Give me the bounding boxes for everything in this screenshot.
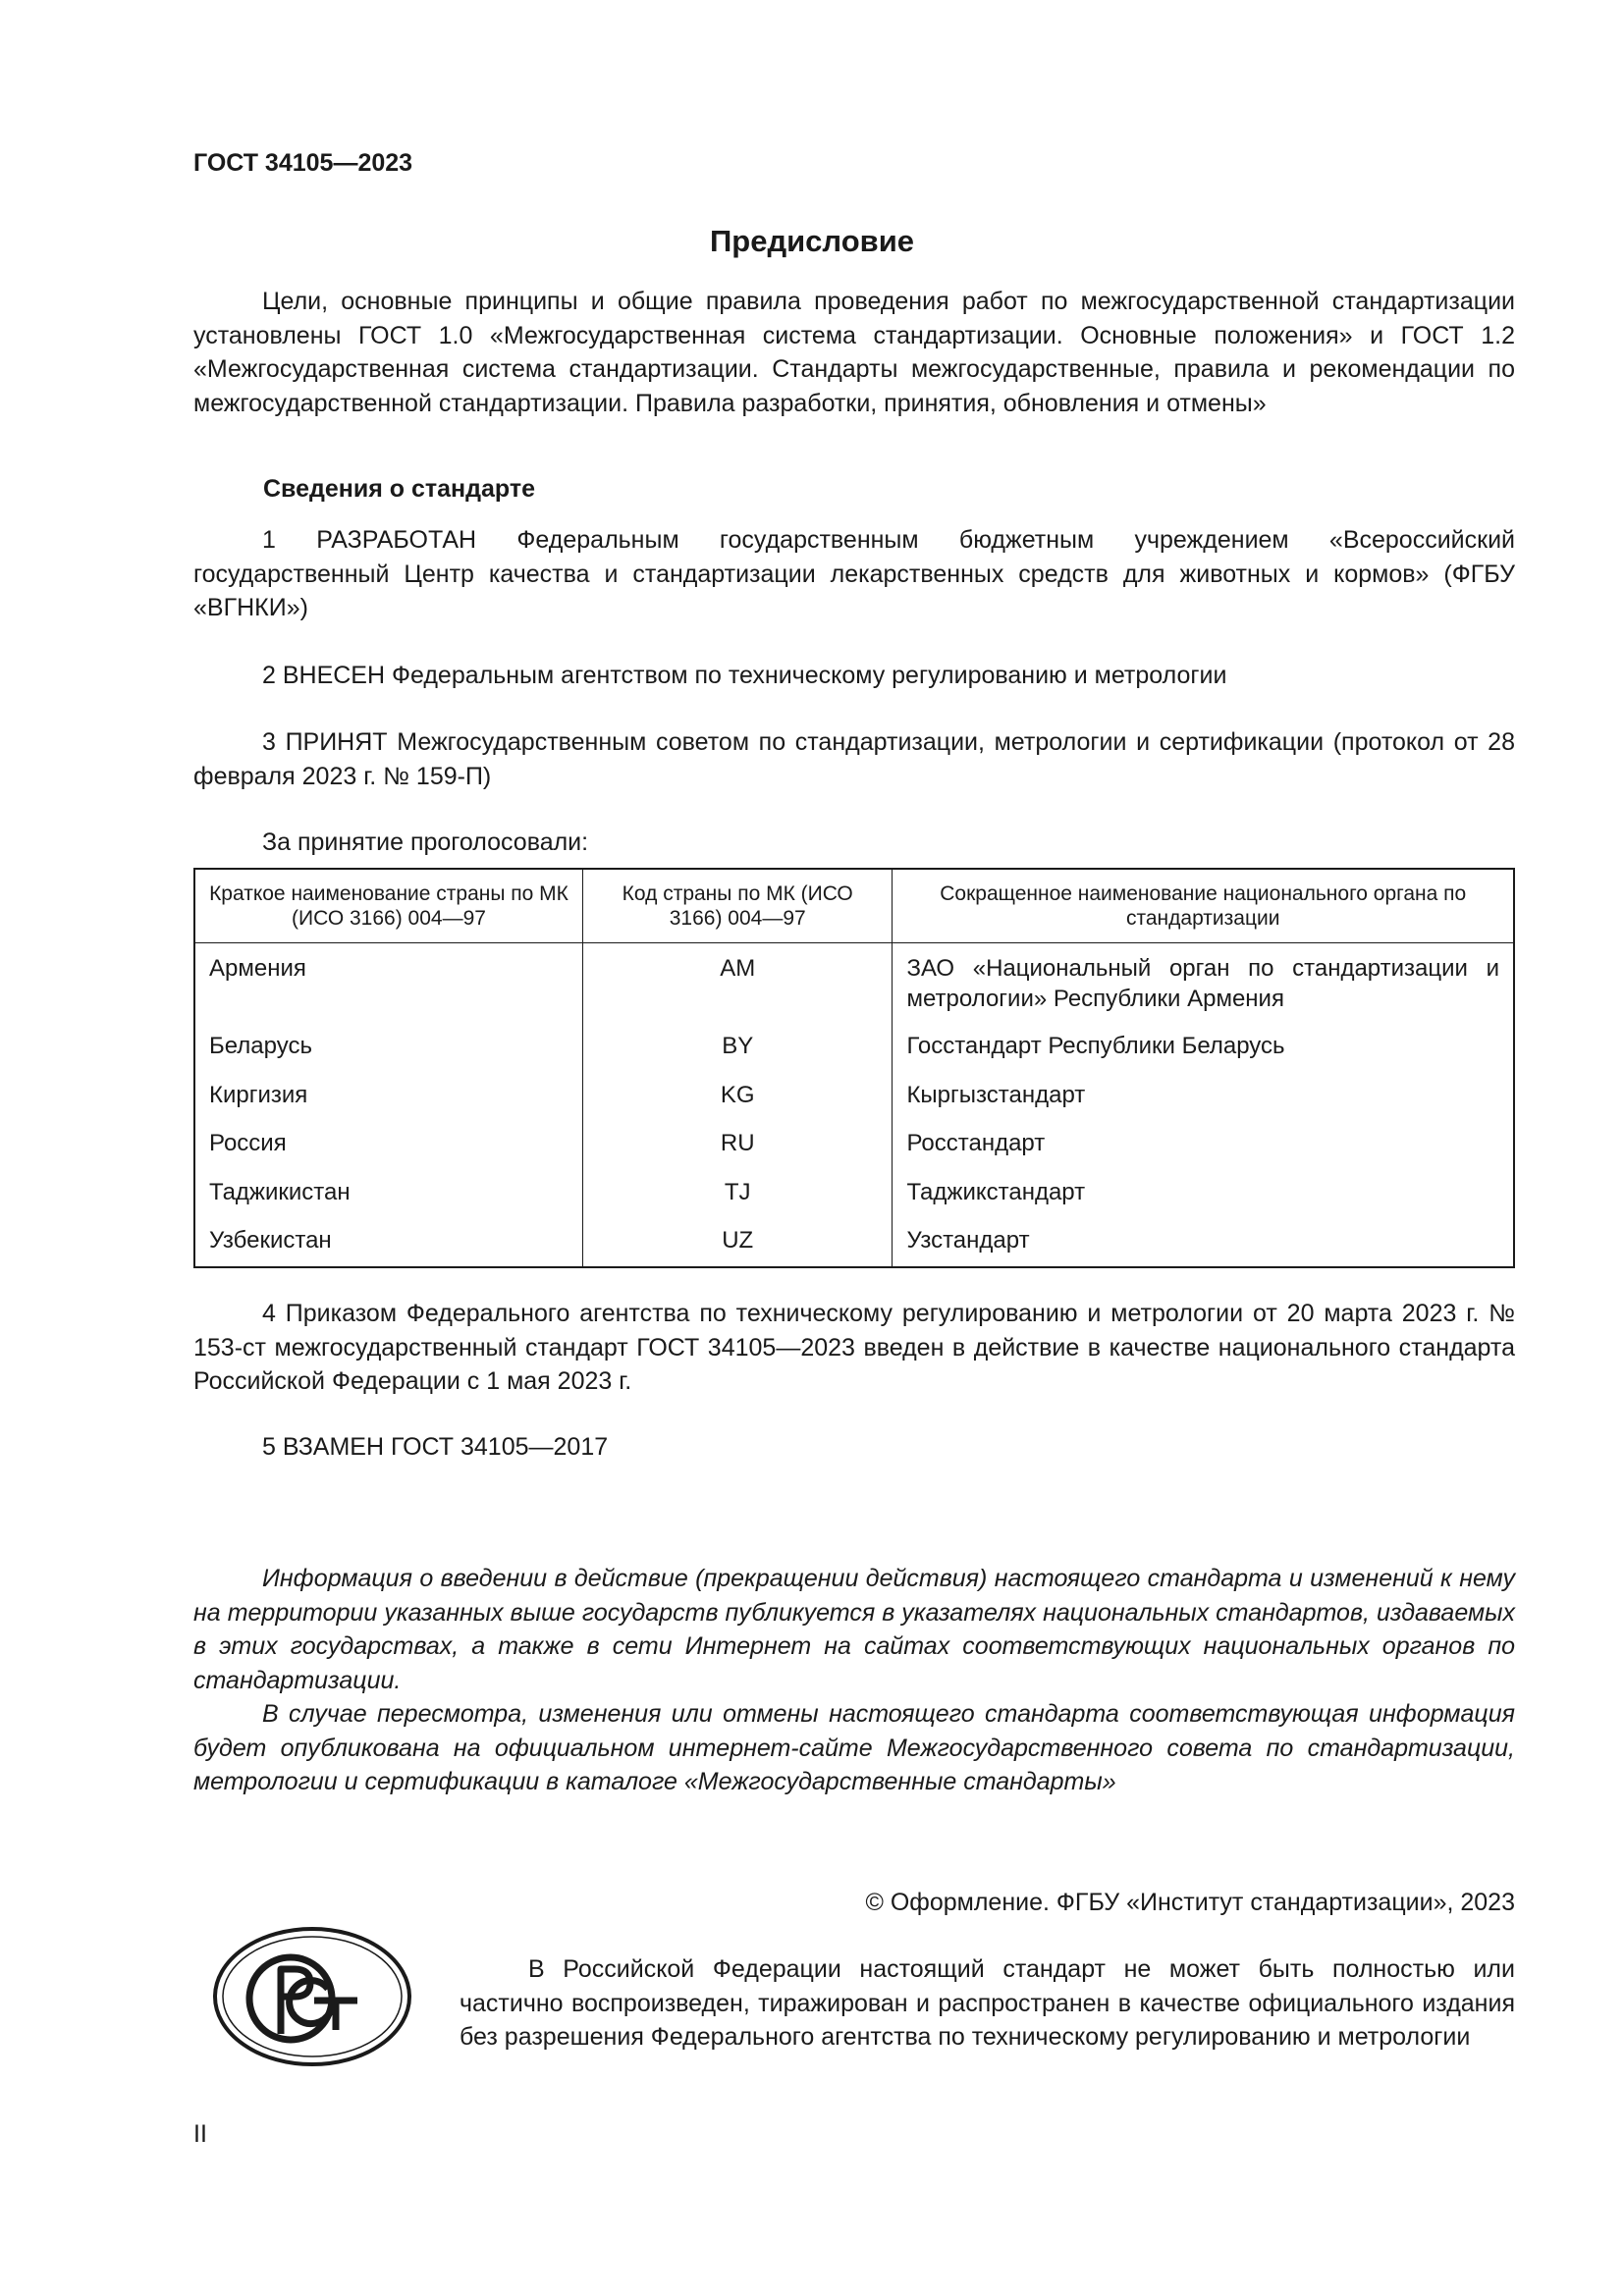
page-number: II xyxy=(193,2120,207,2148)
copyright-line: © Оформление. ФГБУ «Институт стандартизации», 2023 xyxy=(865,1889,1515,1916)
cell-country: Узбекистан xyxy=(194,1225,582,1267)
cell-body: Росстандарт xyxy=(893,1128,1514,1177)
cell-body: Госстандарт Республики Беларусь xyxy=(893,1031,1514,1080)
cell-code: UZ xyxy=(582,1225,892,1267)
cell-country: Армения xyxy=(194,943,582,1032)
cell-code: RU xyxy=(582,1128,892,1177)
header-national-body: Сокращенное наименование национального органа по стандартизации xyxy=(893,869,1514,943)
section-subheading: Сведения о стандарте xyxy=(263,475,536,503)
page-title: Предисловие xyxy=(709,224,914,258)
cell-body: Кыргызстандарт xyxy=(893,1080,1514,1129)
item-1-developed: 1 РАЗРАБОТАН Федеральным государственным бюджетным учреждением «Всероссийский государственный Центр качества и стандартизации лекарственных средств для животных и кормов» (ФГБУ «ВГНКИ») xyxy=(193,526,1515,621)
document-code: ГОСТ 34105—2023 xyxy=(193,149,413,177)
cell-code: TJ xyxy=(582,1177,892,1226)
cell-code: BY xyxy=(582,1031,892,1080)
rst-mark-icon xyxy=(212,1926,412,2067)
table-row xyxy=(194,1177,1514,1226)
item-2-submitted: 2 ВНЕСЕН Федеральным агентством по техническому регулированию и метрологии xyxy=(262,662,1227,689)
cell-body: Узстандарт xyxy=(893,1225,1514,1267)
table-row xyxy=(194,1080,1514,1129)
notice-paragraph-1: Информация о введении в действие (прекращении действия) настоящего стандарта и изменений к нему на территории указанных выше государств публикуется в указателях национальных стандартов, издаваемых в этих государствах, а также в сети Интернет на сайтах соответствующих национальных органов по стандартизации. xyxy=(193,1565,1515,1694)
notice-paragraph-2: В случае пересмотра, изменения или отмены настоящего стандарта соответствующая информация будет опубликована на официальном интернет-сайте Межгосударственного совета по стандартизации, метрологии и сертификации в каталоге «Межгосударственные стандарты» xyxy=(193,1700,1515,1795)
cell-body: Таджикстандарт xyxy=(893,1177,1514,1226)
table-row xyxy=(194,1128,1514,1177)
table-row xyxy=(194,1225,1514,1267)
intro-paragraph: Цели, основные принципы и общие правила проведения работ по межгосударственной стандартизации установлены ГОСТ 1.0 «Межгосударственная система стандартизации. Основные положения» и ГОСТ 1.2 «Межгосударственная система стандартизации. Стандарты межгосударственные, правила и рекомендации по межгосударственной стандартизации. Правила разработки, принятия, обновления и отмены» xyxy=(193,288,1515,417)
header-country-name: Краткое наименование страны по МК (ИСО 3166) 004—97 xyxy=(194,869,582,943)
table-row xyxy=(194,943,1514,1032)
item-5-replaces: 5 ВЗАМЕН ГОСТ 34105—2017 xyxy=(262,1433,609,1461)
cell-body: ЗАО «Национальный орган по стандартизации и метрологии» Республики Армения xyxy=(893,943,1514,1032)
item-4-order: 4 Приказом Федерального агентства по техническому регулированию и метрологии от 20 марта 2023 г. № 153-ст межгосударственный стандарт ГОСТ 34105—2023 введен в действие в качестве национального стандарта Российской Федерации с 1 мая 2023 г. xyxy=(193,1300,1515,1395)
cell-code: KG xyxy=(582,1080,892,1129)
header-country-code: Код страны по МК (ИСО 3166) 004—97 xyxy=(582,869,892,943)
cell-country: Таджикистан xyxy=(194,1177,582,1226)
cell-code: AM xyxy=(582,943,892,1032)
cell-country: Киргизия xyxy=(194,1080,582,1129)
votes-table xyxy=(193,868,1515,1268)
cell-country: Беларусь xyxy=(194,1031,582,1080)
vote-label: За принятие проголосовали: xyxy=(262,828,589,856)
item-3-adopted: 3 ПРИНЯТ Межгосударственным советом по стандартизации, метрологии и сертификации (протокол от 28 февраля 2023 г. № 159-П) xyxy=(193,728,1515,790)
table-row xyxy=(194,1031,1514,1080)
rights-notice: В Российской Федерации настоящий стандарт не может быть полностью или частично воспроизведен, тиражирован и распространен в качестве официального издания без разрешения Федерального агентства по техническому регулированию и метрологии xyxy=(460,1955,1515,2051)
cell-country: Россия xyxy=(194,1128,582,1177)
table-header-row xyxy=(194,869,1514,943)
